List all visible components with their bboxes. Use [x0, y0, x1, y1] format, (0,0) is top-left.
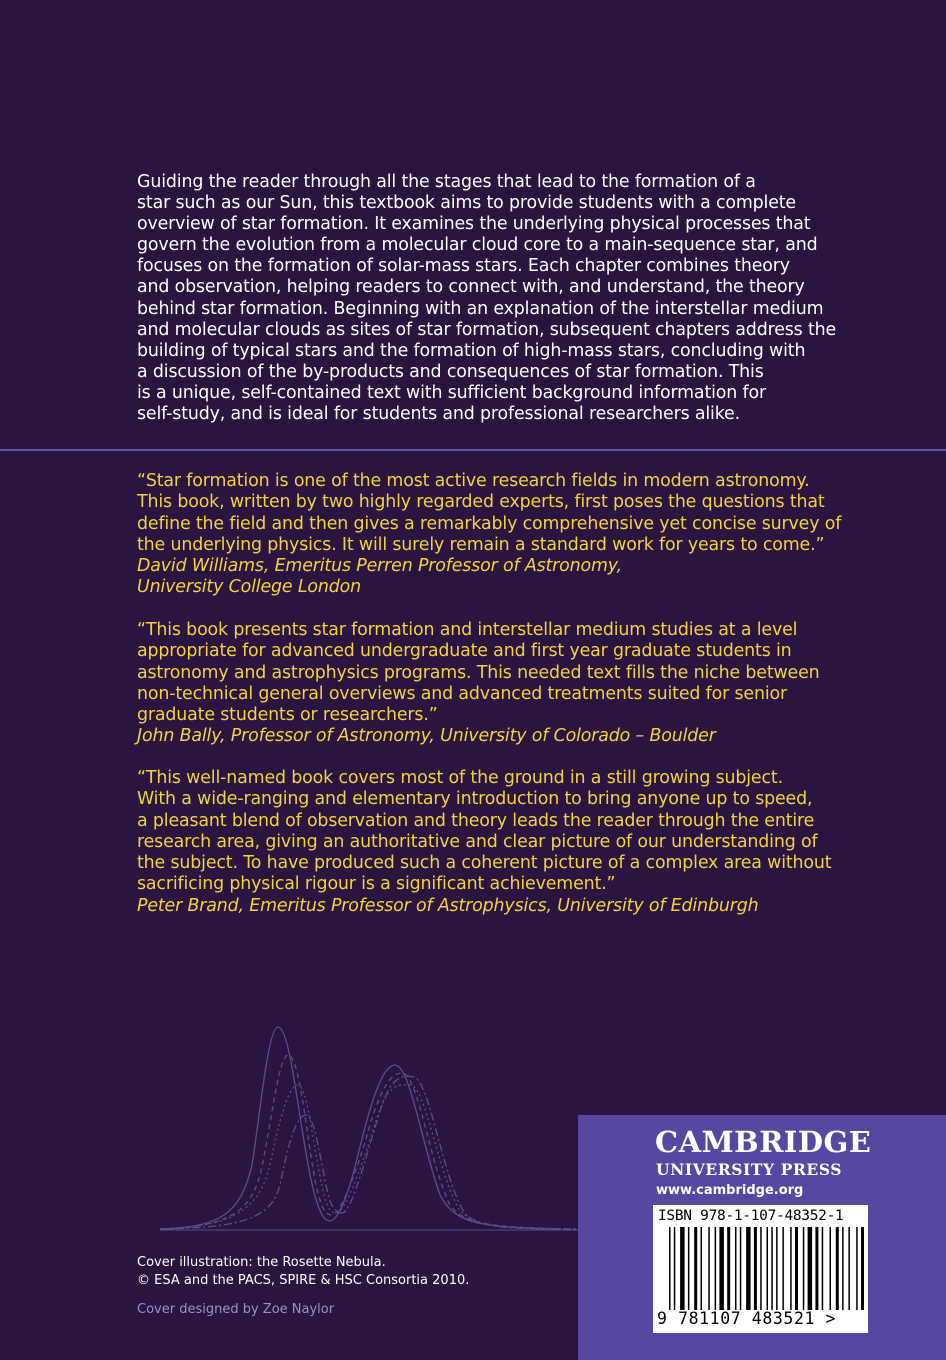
barcode-bar	[842, 1227, 844, 1310]
review-attribution: David Williams, Emeritus Perren Professor of Astronomy,	[137, 556, 622, 577]
cover-credits	[137, 1254, 469, 1290]
isbn-label: ISBN 978-1-107-48352-1	[658, 1208, 844, 1224]
review-quote	[137, 620, 837, 748]
review-quote	[137, 471, 842, 599]
barcode-bar	[701, 1227, 703, 1310]
description-line: building of typical stars and the formation of high-mass stars, concluding with	[137, 340, 806, 361]
barcode-bar	[754, 1227, 757, 1310]
description-line: and observation, helping readers to connect with, and understand, the theory	[137, 277, 805, 298]
barcode-bar	[822, 1227, 824, 1310]
cover-illustration-credit: Cover illustration: the Rosette Nebula.	[137, 1255, 386, 1270]
quote-line: “This well-named book covers most of the ground in a still growing subject.	[137, 768, 783, 788]
barcode-bar	[674, 1227, 676, 1310]
barcode-bar	[694, 1227, 697, 1310]
description-line: behind star formation. Beginning with an explanation of the interstellar medium	[137, 298, 824, 319]
barcode-bar	[771, 1227, 773, 1310]
description-line: is a unique, self-contained text with sufficient background information for	[137, 382, 766, 403]
barcode-bar	[719, 1227, 724, 1310]
review-attribution: Peter Brand, Emeritus Professor of Astrophysics, University of Edinburgh	[137, 895, 759, 916]
barcode-bar	[746, 1227, 751, 1310]
isbn-barcode	[653, 1205, 868, 1333]
barcode-bar	[708, 1227, 710, 1310]
publisher-panel	[578, 1115, 946, 1360]
quote-line: astronomy and astrophysics programs. This needed text fills the niche between	[137, 662, 820, 683]
barcode-bar	[830, 1227, 832, 1310]
description-line: self-study, and is ideal for students and professional researchers alike.	[137, 404, 740, 425]
barcode-bar	[856, 1227, 858, 1310]
barcode-bar	[740, 1227, 742, 1310]
publisher-logo-name: CAMBRIDGE	[655, 1125, 872, 1159]
barcode-digits: 9 781107 483521 >	[657, 1309, 837, 1328]
description-line: overview of star formation. It examines the underlying physical processes that	[137, 214, 811, 235]
barcode-bar	[727, 1227, 730, 1310]
quote-line: graduate students or researchers.”	[137, 705, 438, 726]
description-line: Guiding the reader through all the stages that lead to the formation of a	[137, 172, 756, 192]
quote-line: “Star formation is one of the most active research fields in modern astronomy.	[137, 471, 810, 491]
review-attribution: University College London	[137, 577, 361, 598]
barcode-bar	[808, 1227, 813, 1310]
barcode-bars	[657, 1227, 864, 1310]
spectral-curves-illustration	[160, 1015, 580, 1245]
barcode-bar	[861, 1227, 864, 1310]
quote-line: With a wide-ranging and elementary introduction to bring anyone up to speed,	[137, 789, 813, 810]
quote-line: sacrificing physical rigour is a significant achievement.”	[137, 874, 616, 895]
quote-line: research area, giving an authoritative and clear picture of our understanding of	[137, 831, 818, 852]
description-line: govern the evolution from a molecular cloud core to a main-sequence star, and	[137, 235, 818, 256]
quote-line: appropriate for advanced undergraduate and first year graduate students in	[137, 641, 792, 662]
quote-line: This book, written by two highly regarded experts, first poses the questions that	[137, 492, 825, 513]
barcode-bar	[836, 1227, 839, 1310]
barcode-bar	[767, 1227, 769, 1310]
description-line: star such as our Sun, this textbook aims to provide students with a complete	[137, 193, 796, 214]
description-line: focuses on the formation of solar-mass stars. Each chapter combines theory	[137, 256, 790, 277]
publisher-logo-subtitle: UNIVERSITY PRESS	[656, 1160, 843, 1179]
quote-line: “This book presents star formation and interstellar medium studies at a level	[137, 620, 798, 640]
barcode-bar	[688, 1227, 690, 1310]
barcode-bar	[680, 1227, 685, 1310]
barcode-bar	[735, 1227, 737, 1310]
copyright-notice: © ESA and the PACS, SPIRE & HSC Consortia 2010.	[137, 1273, 470, 1288]
quote-line: a pleasant blend of observation and theory leads the reader through the entire	[137, 810, 815, 831]
barcode-bar	[815, 1227, 818, 1310]
review-quote	[137, 768, 837, 917]
barcode-bar	[776, 1227, 778, 1310]
barcode-bar	[669, 1227, 671, 1310]
quote-line: define the field and then gives a remarkably comprehensive yet concise survey of	[137, 513, 842, 534]
publisher-url: www.cambridge.org	[656, 1183, 804, 1198]
barcode-bar	[782, 1227, 784, 1310]
barcode-bar	[790, 1227, 792, 1310]
barcode-bar	[715, 1227, 717, 1310]
book-description	[137, 172, 837, 425]
barcode-bar	[760, 1227, 762, 1310]
cover-designer-credit: Cover designed by Zoe Naylor	[137, 1302, 335, 1317]
quote-line: non-technical general overviews and advanced treatments suited for senior	[137, 683, 787, 704]
quote-line: the underlying physics. It will surely remain a standard work for years to come.”	[137, 534, 825, 555]
barcode-bar	[803, 1227, 805, 1310]
review-attribution: John Bally, Professor of Astronomy, University of Colorado – Boulder	[137, 726, 716, 747]
barcode-bar	[848, 1227, 850, 1310]
description-line: a discussion of the by-products and consequences of star formation. This	[137, 361, 764, 382]
barcode-bar	[795, 1227, 798, 1310]
description-line: and molecular clouds as sites of star formation, subsequent chapters address the	[137, 319, 837, 340]
quote-line: the subject. To have produced such a coherent picture of a complex area without	[137, 853, 832, 874]
section-divider	[0, 449, 946, 451]
